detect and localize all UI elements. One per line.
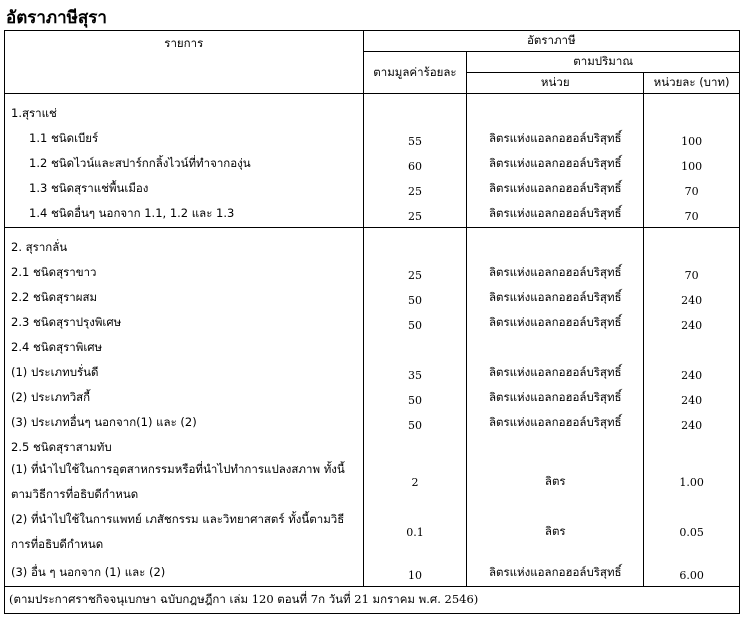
row-unit: ลิตรแห่งแอลกอฮอล์บริสุทธิ์ [488, 206, 622, 220]
row-label-text: (3) ประเภทอื่นๆ นอกจาก(1) และ (2) [11, 415, 197, 429]
col-values [363, 228, 467, 587]
col-units [467, 94, 644, 228]
page-title: อัตราภาษีสุรา [6, 8, 107, 28]
row-label [11, 357, 357, 382]
header-item: รายการ [5, 31, 364, 94]
row-unit: ลิตรแห่งแอลกอฮอล์บริสุทธิ์ [488, 390, 622, 404]
row-rate: 100 [681, 160, 703, 173]
row-unit: ลิตรแห่งแอลกอฮอล์บริสุทธิ์ [488, 181, 622, 195]
row-label [11, 507, 357, 557]
row-label-text: (3) อื่น ๆ นอกจาก (1) และ (2) [11, 565, 166, 579]
row-unit [473, 98, 637, 123]
col-items [5, 228, 364, 587]
row-rate [650, 98, 733, 123]
row-rate: 100 [681, 135, 703, 148]
row-label-text: 1.1 ชนิดเบียร์ [29, 131, 99, 145]
row-rate: 240 [681, 294, 703, 307]
row-label [11, 98, 357, 123]
row-value: 25 [407, 185, 422, 198]
row-value: 50 [407, 294, 422, 307]
header-by-value: ตามมูลค่าร้อยละ [363, 52, 467, 94]
header-tax-rate: อัตราภาษี [363, 31, 739, 52]
row-label [11, 148, 357, 173]
row-rate: 240 [681, 419, 703, 432]
row-label-text: (1) ประเภทบรั่นดี [11, 365, 99, 379]
col-values [363, 94, 467, 228]
row-unit: ลิตรแห่งแอลกอฮอล์บริสุทธิ์ [488, 415, 622, 429]
row-value: 60 [407, 160, 422, 173]
row-label [11, 382, 357, 407]
row-rate: 6.00 [679, 569, 704, 582]
row-label [11, 173, 357, 198]
row-unit: ลิตรแห่งแอลกอฮอล์บริสุทธิ์ [488, 565, 622, 579]
header-unit: หน่วย [467, 73, 644, 94]
row-unit [473, 232, 637, 257]
row-unit: ลิตรแห่งแอลกอฮอล์บริสุทธิ์ [488, 156, 622, 170]
row-value [370, 98, 461, 123]
row-label-text: (2) ที่นำไปใช้ในการแพทย์ เภสัชกรรม และวิทยาศาสตร์ ทั้งนี้ตามวิธีการที่อธิบดีกำหนด [11, 512, 345, 551]
col-units [467, 228, 644, 587]
row-label [11, 557, 357, 582]
row-value: 50 [407, 394, 422, 407]
col-rates [644, 94, 740, 228]
row-label-text: 2.5 ชนิดสุราสามทับ [11, 440, 112, 454]
group-distilled [5, 228, 740, 587]
row-label [11, 432, 357, 457]
row-label [11, 232, 357, 257]
row-label [11, 457, 357, 507]
row-rate [650, 332, 733, 357]
footnote: (ตามประกาศราชกิจจนุเบกษา ฉบับกฎษฎีกา เล่ม 120 ตอนที่ 7ก วันที่ 21 มกราคม พ.ศ. 2546) [5, 587, 740, 614]
row-value: 2 [411, 475, 419, 489]
row-value: 25 [407, 210, 422, 223]
row-rate [650, 432, 733, 457]
row-unit: ลิตรแห่งแอลกอฮอล์บริสุทธิ์ [488, 315, 622, 329]
row-rate: 70 [684, 269, 699, 282]
row-label-text: 2. สุรากลั่น [11, 240, 68, 254]
row-label [11, 123, 357, 148]
row-rate: 240 [681, 369, 703, 382]
tax-rate-table [4, 30, 740, 614]
row-value: 10 [407, 569, 422, 582]
row-label-text: 1.2 ชนิดไวน์และสปาร์กกลิ้งไวน์ที่ทำจากองุ่น [29, 156, 251, 170]
row-rate: 240 [681, 319, 703, 332]
header-per-unit: หน่วยละ (บาท) [644, 73, 740, 94]
row-value: 0.1 [406, 525, 424, 539]
row-value: 35 [407, 369, 422, 382]
row-label [11, 307, 357, 332]
row-unit: ลิตรแห่งแอลกอฮอล์บริสุทธิ์ [488, 365, 622, 379]
row-value [370, 432, 461, 457]
row-rate: 70 [684, 185, 699, 198]
row-value: 50 [407, 319, 422, 332]
group-fermented [5, 94, 740, 228]
row-label [11, 257, 357, 282]
row-label-text: 2.2 ชนิดสุราผสม [11, 290, 98, 304]
row-label-text: 1.4 ชนิดอื่นๆ นอกจาก 1.1, 1.2 และ 1.3 [29, 206, 235, 220]
col-rates [644, 228, 740, 587]
row-label-text: 1.3 ชนิดสุราแช่พื้นเมือง [29, 181, 149, 195]
row-unit: ลิตรแห่งแอลกอฮอล์บริสุทธิ์ [488, 131, 622, 145]
row-label-text: (1) ที่นำไปใช้ในการอุตสาหกรรมหรือที่นำไปทำการแปลงสภาพ ทั้งนี้ตามวิธีการที่อธิบดีกำหนด [11, 462, 345, 501]
row-label [11, 407, 357, 432]
row-label-text: 1.สุราแช่ [11, 106, 57, 120]
row-unit: ลิตรแห่งแอลกอฮอล์บริสุทธิ์ [488, 265, 622, 279]
row-value: 50 [407, 419, 422, 432]
row-value: 55 [407, 135, 422, 148]
row-label-text: 2.3 ชนิดสุราปรุงพิเศษ [11, 315, 122, 329]
row-value [370, 232, 461, 257]
row-unit: ลิตร [544, 524, 566, 538]
row-unit: ลิตร [544, 474, 566, 488]
row-label-text: 2.4 ชนิดสุราพิเศษ [11, 340, 103, 354]
col-items [5, 94, 364, 228]
row-rate: 70 [684, 210, 699, 223]
row-unit [473, 432, 637, 457]
row-value [370, 332, 461, 357]
row-label [11, 198, 357, 223]
row-rate: 240 [681, 394, 703, 407]
row-label-text: 2.1 ชนิดสุราขาว [11, 265, 97, 279]
row-value: 25 [407, 269, 422, 282]
row-unit [473, 332, 637, 357]
row-label-text: (2) ประเภทวิสกี้ [11, 390, 91, 404]
row-rate [650, 232, 733, 257]
row-rate: 1.00 [679, 475, 704, 489]
row-unit: ลิตรแห่งแอลกอฮอล์บริสุทธิ์ [488, 290, 622, 304]
row-label [11, 332, 357, 357]
header-by-volume: ตามปริมาณ [467, 52, 740, 73]
row-rate: 0.05 [679, 525, 704, 539]
row-label [11, 282, 357, 307]
